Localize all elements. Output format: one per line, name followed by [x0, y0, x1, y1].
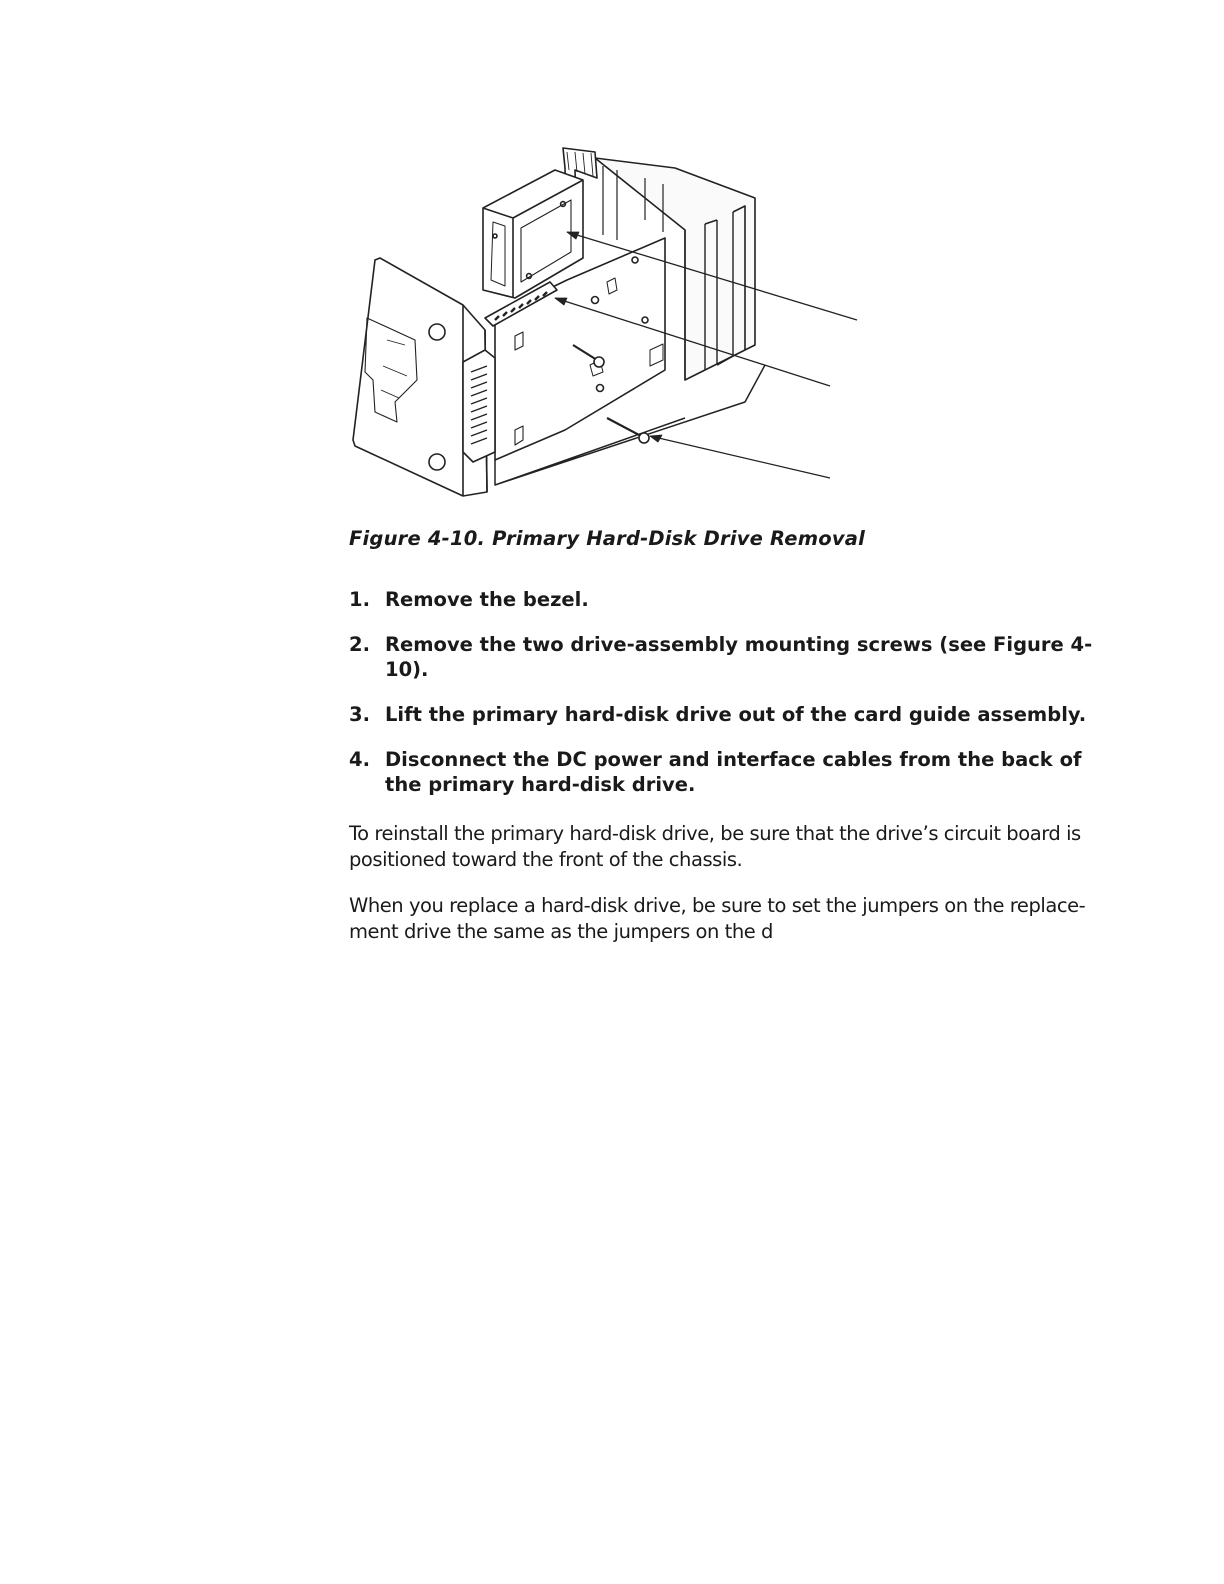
- step-number: 2.: [349, 633, 370, 656]
- replace-drive-paragraph: When you replace a hard-disk drive, be sure to set the jumpers on the replace-ment drive the same as the jumpers on the d: [349, 894, 1086, 943]
- mounting-screw-lower: [607, 418, 649, 443]
- front-bezel: [353, 258, 495, 496]
- step-text: Disconnect the DC power and interface cables from the back of the primary hard-disk drive.: [385, 748, 1082, 796]
- step-item: [349, 587, 1109, 612]
- step-item: [349, 632, 1109, 682]
- hard-disk-removal-figure: [345, 140, 865, 505]
- figure-caption: Figure 4-10. Primary Hard-Disk Drive Removal: [349, 527, 865, 550]
- hard-disk-removal-illustration: [345, 140, 865, 505]
- step-text: Remove the two drive-assembly mounting screws (see Figure 4-10).: [385, 633, 1093, 681]
- step-text: Remove the bezel.: [385, 588, 589, 611]
- step-number: 4.: [349, 748, 370, 771]
- step-text: Lift the primary hard-disk drive out of the card guide assembly.: [385, 703, 1087, 726]
- removal-steps: [349, 587, 1109, 817]
- bezel-latch: [463, 350, 495, 462]
- step-number: 3.: [349, 703, 370, 726]
- reinstall-paragraph: To reinstall the primary hard-disk drive, be sure that the drive’s circuit board is positioned toward the front of the chassis.: [349, 822, 1081, 871]
- step-number: 1.: [349, 588, 370, 611]
- step-item: [349, 747, 1109, 797]
- step-item: [349, 702, 1109, 727]
